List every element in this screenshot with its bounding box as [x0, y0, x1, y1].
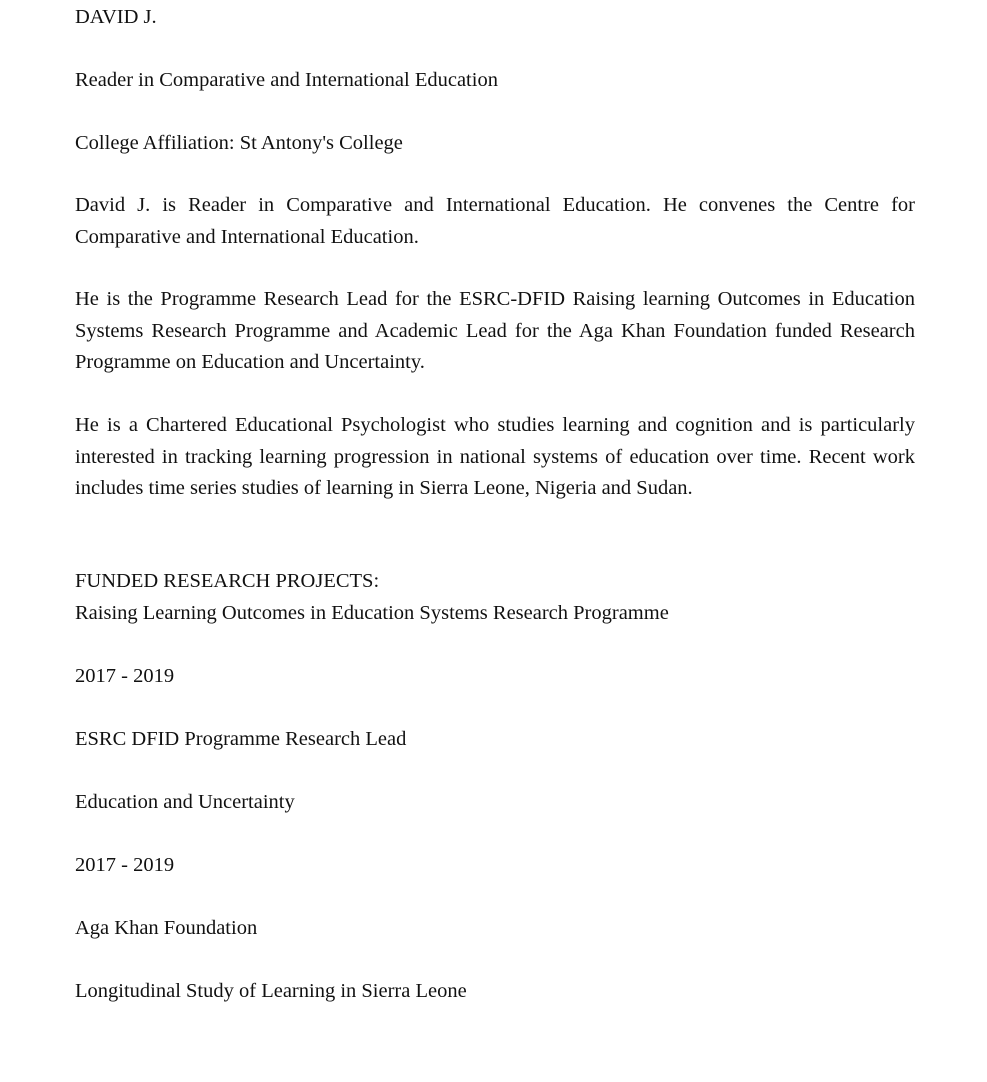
projects-heading: FUNDED RESEARCH PROJECTS: — [75, 570, 380, 592]
project-1-title: Raising Learning Outcomes in Education Systems Research Programme — [75, 602, 669, 624]
profile-role: Reader in Comparative and International Education — [75, 69, 498, 91]
project-2-title: Education and Uncertainty — [75, 791, 295, 813]
project-2-funder: Aga Khan Foundation — [75, 917, 258, 939]
project-1-years: 2017 - 2019 — [75, 665, 175, 687]
bio-paragraph-1: David J. is Reader in Comparative and International Education. He convenes the Centre for Comparative and International Education. — [75, 194, 915, 248]
project-3-title: Longitudinal Study of Learning in Sierra Leone — [75, 980, 467, 1002]
profile-name: DAVID J. — [75, 6, 157, 28]
bio-paragraph-2: He is the Programme Research Lead for the ESRC-DFID Raising learning Outcomes in Education Systems Research Programme and Academic Lead for the Aga Khan Foundation funded Research Programme on Education and Uncertainty. — [75, 288, 915, 373]
bio-paragraph-3: He is a Chartered Educational Psychologist who studies learning and cognition and is particularly interested in tracking learning progression in national systems of education over time. Recent work includes time series studies of learning in Sierra Leone, Nigeria and Sudan. — [75, 414, 915, 499]
profile-affiliation: College Affiliation: St Antony's College — [75, 132, 403, 154]
project-2-years: 2017 - 2019 — [75, 854, 175, 876]
project-1-funder: ESRC DFID Programme Research Lead — [75, 728, 407, 750]
